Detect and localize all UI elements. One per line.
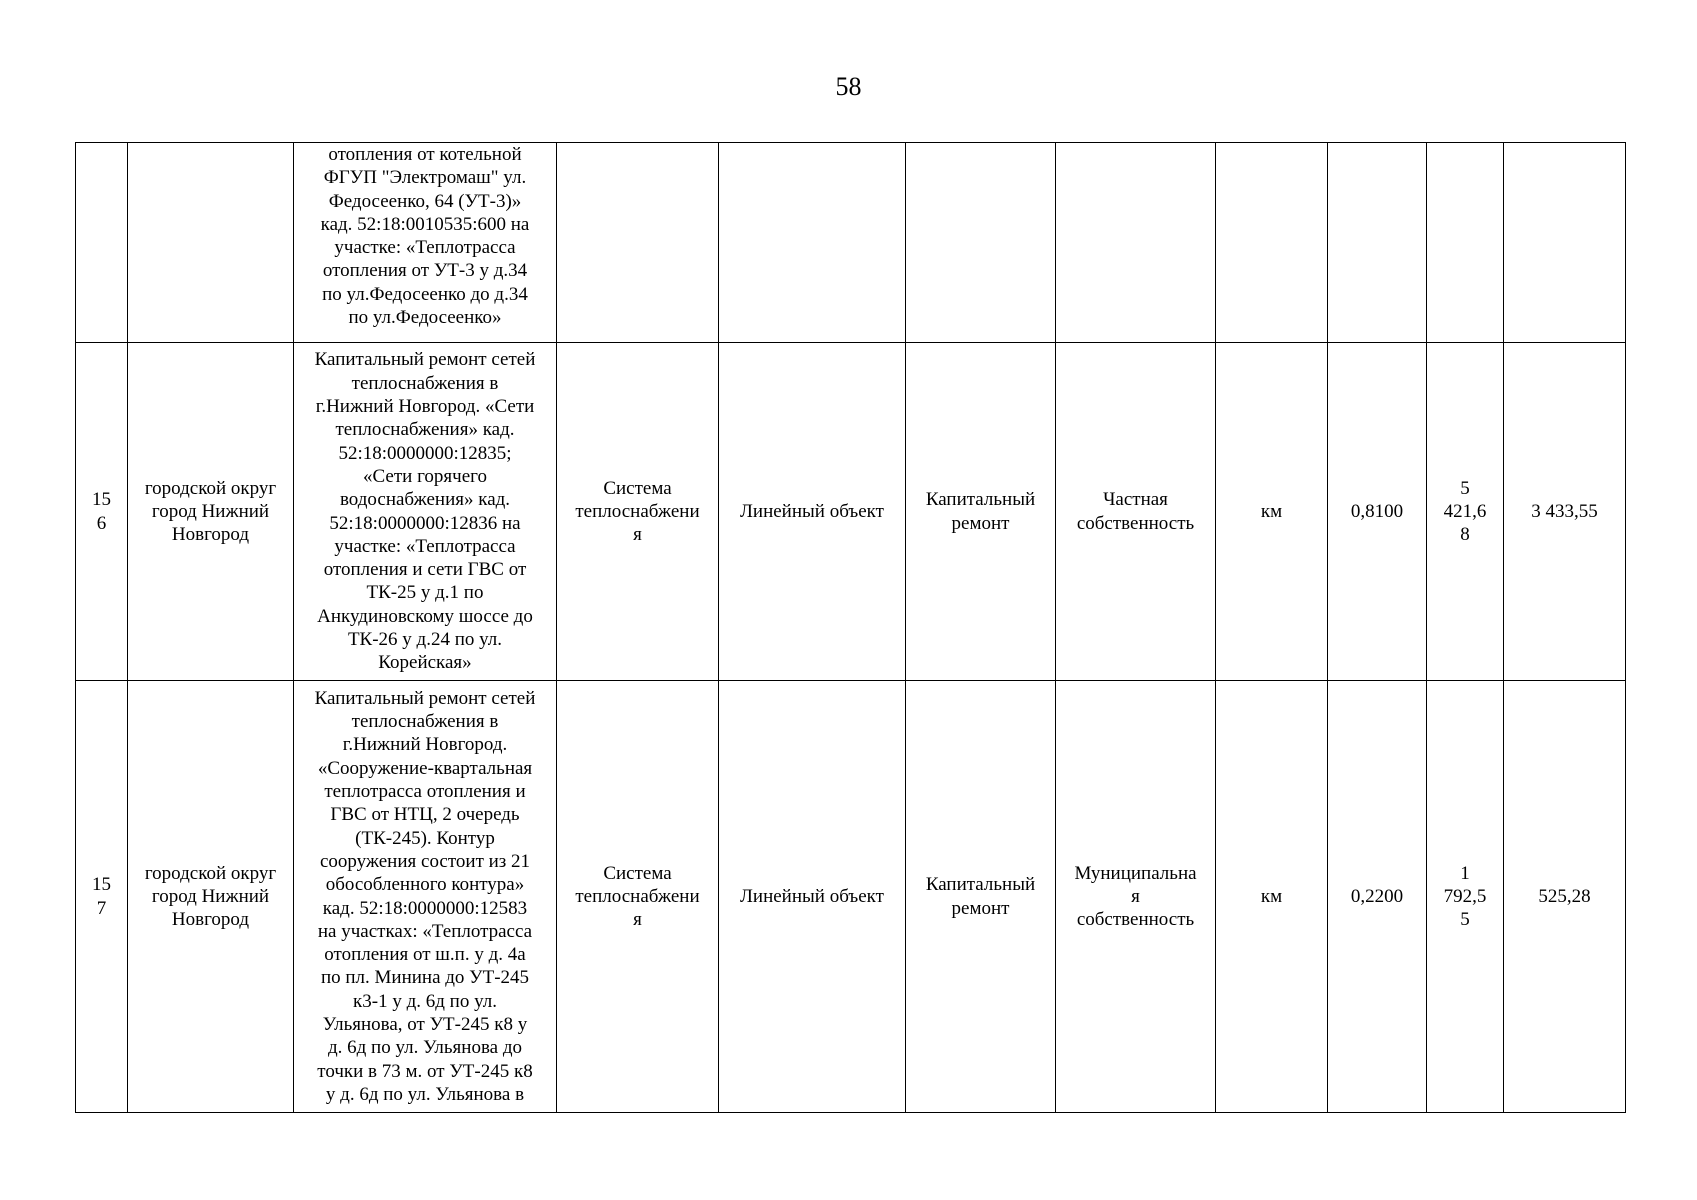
- object-type-cell: Линейный объект: [719, 343, 906, 681]
- district-cell: [128, 143, 294, 343]
- system-cell: [557, 143, 719, 343]
- table-row: [76, 681, 1626, 1113]
- projects-table: [75, 142, 1626, 1113]
- row-number-cell: 15 7: [76, 681, 128, 1113]
- table-row: [76, 143, 1626, 343]
- object-type-cell: Линейный объект: [719, 681, 906, 1113]
- length-cell: 0,8100: [1328, 343, 1427, 681]
- row-number-cell: 15 6: [76, 343, 128, 681]
- work-type-cell: Капитальный ремонт: [906, 343, 1056, 681]
- unit-cell: км: [1216, 343, 1328, 681]
- table-row: [76, 343, 1626, 681]
- unit-cell: км: [1216, 681, 1328, 1113]
- ownership-cell: [1056, 143, 1216, 343]
- value1-cell: 1 792,5 5: [1427, 681, 1504, 1113]
- value1-cell: [1427, 143, 1504, 343]
- work-type-cell: [906, 143, 1056, 343]
- ownership-cell: Частная собственность: [1056, 343, 1216, 681]
- description-cell: отопления от котельной ФГУП "Электромаш" ул. Федосеенко, 64 (УТ-3)» кад. 52:18:0010535:600 на участке: «Теплотрасса отопления от УТ-3 у д.34 по ул.Федосеенко до д.34 по ул.Федосеенко»: [294, 143, 557, 343]
- ownership-cell: Муниципальна я собственность: [1056, 681, 1216, 1113]
- unit-cell: [1216, 143, 1328, 343]
- length-cell: 0,2200: [1328, 681, 1427, 1113]
- work-type-cell: Капитальный ремонт: [906, 681, 1056, 1113]
- district-cell: городской округ город Нижний Новгород: [128, 681, 294, 1113]
- district-cell: городской округ город Нижний Новгород: [128, 343, 294, 681]
- description-cell: Капитальный ремонт сетей теплоснабжения в г.Нижний Новгород. «Сети теплоснабжения» кад. 52:18:0000000:12835; «Сети горячего водоснабжения» кад. 52:18:0000000:12836 на участке: «Теплотрасса отопления и сети ГВС от ТК-25 у д.1 по Анкудиновскому шоссе до ТК-26 у д.24 по ул. Корейская»: [294, 343, 557, 681]
- value2-cell: 525,28: [1504, 681, 1626, 1113]
- value2-cell: 3 433,55: [1504, 343, 1626, 681]
- object-type-cell: [719, 143, 906, 343]
- description-cell: Капитальный ремонт сетей теплоснабжения в г.Нижний Новгород. «Сооружение-квартальная теплотрасса отопления и ГВС от НТЦ, 2 очередь (ТК-245). Контур сооружения состоит из 21 обособленного контура» кад. 52:18:0000000:12583 на участках: «Теплотрасса отопления от ш.п. у д. 4а по пл. Минина до УТ-245 к3-1 у д. 6д по ул. Ульянова, от УТ-245 к8 у д. 6д по ул. Ульянова до точки в 73 м. от УТ-245 к8 у д. 6д по ул. Ульянова в: [294, 681, 557, 1113]
- length-cell: [1328, 143, 1427, 343]
- system-cell: Система теплоснабжени я: [557, 343, 719, 681]
- value1-cell: 5 421,6 8: [1427, 343, 1504, 681]
- row-number-cell: [76, 143, 128, 343]
- value2-cell: [1504, 143, 1626, 343]
- system-cell: Система теплоснабжени я: [557, 681, 719, 1113]
- page-number: 58: [835, 72, 862, 101]
